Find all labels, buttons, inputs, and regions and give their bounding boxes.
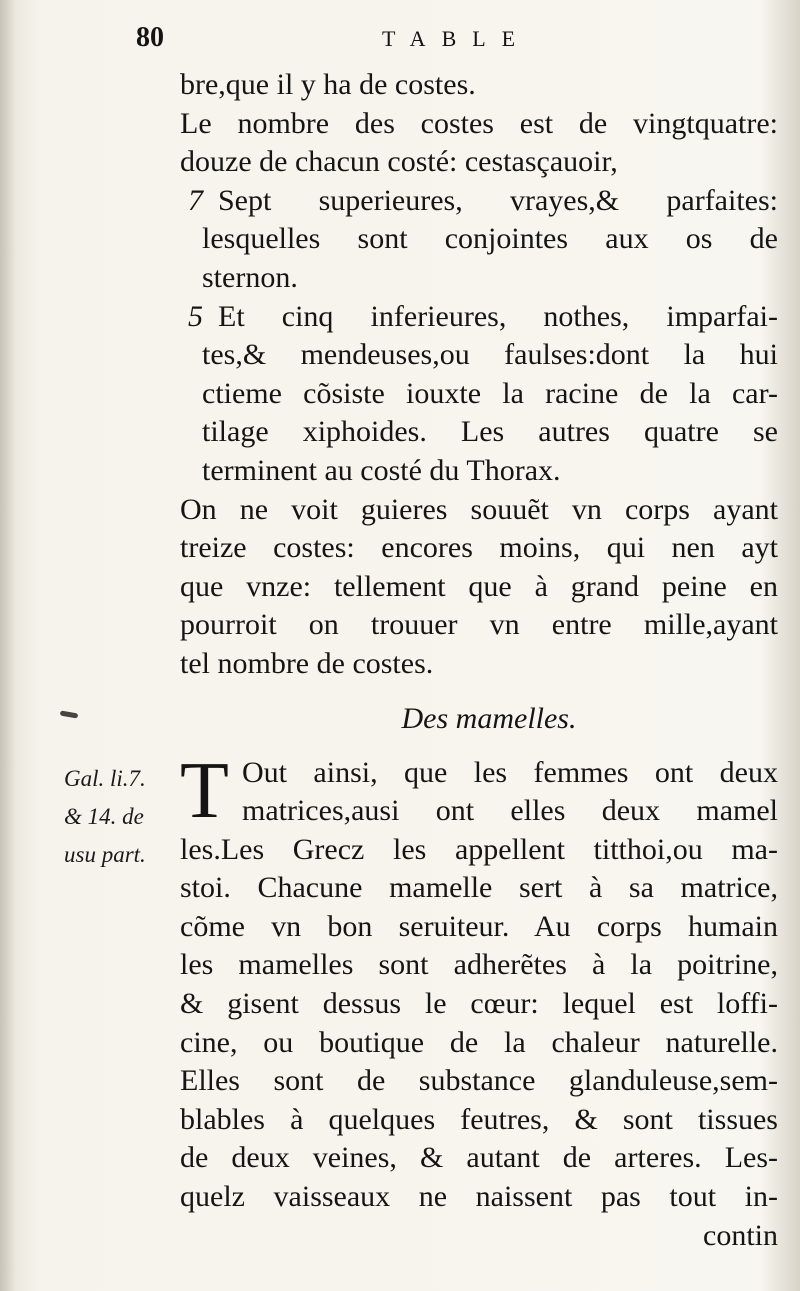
main-text: [180, 66, 778, 1255]
text-line: Sept superieures, vrayes,& parfaites:: [218, 183, 778, 217]
ink-mark: [60, 710, 79, 718]
page-number: 80: [136, 22, 164, 53]
text-line: Et cinq inferieures, nothes, imparfai-: [218, 299, 778, 333]
drop-cap: T: [180, 746, 229, 835]
text-line: tel nombre de costes.: [180, 646, 434, 680]
text-line: Out ainsi, que les femmes ont deux: [242, 755, 778, 789]
list-item-inferieures: [180, 298, 778, 337]
text-line: On ne voit guieres souuẽt vn corps ayant: [180, 492, 778, 526]
list-number: 5: [188, 299, 203, 333]
text-line: & gisent dessus le cœur: lequel est loffi-: [180, 987, 778, 1021]
text-line: les mamelles sont adherẽtes à la poitrine,: [180, 948, 778, 982]
catchword: contin: [703, 1218, 778, 1252]
running-head: TABLE: [382, 26, 532, 51]
section-heading: Des mamelles.: [401, 701, 577, 735]
text-line: Le nombre des costes est de vingtquatre:: [180, 106, 778, 140]
text-line: bre,que il y ha de costes.: [180, 68, 476, 101]
text-line: tilage xiphoides. Les autres quatre se: [202, 415, 778, 449]
text-line: lesquelles sont conjointes aux os de: [202, 222, 778, 256]
text-line: stoi. Chacune mamelle sert à sa matrice,: [180, 871, 778, 905]
text-line: que vnze: tellement que à grand peine en: [180, 569, 778, 603]
text-line: de deux veines, & autant de arteres. Les-: [180, 1141, 778, 1175]
margin-note-line: & 14. de: [64, 804, 144, 829]
margin-note: [64, 760, 184, 874]
page-gutter-shadow: [0, 0, 16, 1291]
text-line: quelz vaisseaux ne naissent pas tout in-: [180, 1180, 778, 1214]
list-number: 7: [188, 183, 203, 217]
margin-note-line: Gal. li.7.: [64, 766, 146, 791]
text-line: tes,& mendeuses,ou faulses:dont la hui: [202, 338, 778, 372]
text-line: treize costes: encores moins, qui nen ayt: [180, 531, 778, 565]
list-item-superieures: [180, 182, 778, 221]
page-header: [0, 22, 800, 58]
paragraph-mamelles: [180, 746, 778, 1256]
text-line: pourroit on trouuer vn entre mille,ayant: [180, 608, 778, 642]
margin-note-line: usu part.: [64, 842, 146, 867]
text-line: douze de chacun costé: cestasçauoir,: [180, 145, 618, 179]
text-line: les.Les Grecz les appellent titthoi,ou ma-: [180, 832, 778, 866]
text-line: sternon.: [202, 260, 298, 294]
text-line: cine, ou boutique de la chaleur naturelle.: [180, 1025, 778, 1059]
text-line: Elles sont de substance glanduleuse,sem-: [180, 1064, 778, 1098]
text-line: terminent au costé du Thorax.: [202, 453, 561, 487]
text-line: matrices,ausi ont elles deux mamel: [242, 794, 778, 828]
text-line: ctieme cõsiste iouxte la racine de la car-: [202, 376, 778, 410]
text-line: blables à quelques feutres, & sont tissues: [180, 1102, 778, 1136]
text-line: cõme vn bon seruiteur. Au corps humain: [180, 909, 778, 943]
